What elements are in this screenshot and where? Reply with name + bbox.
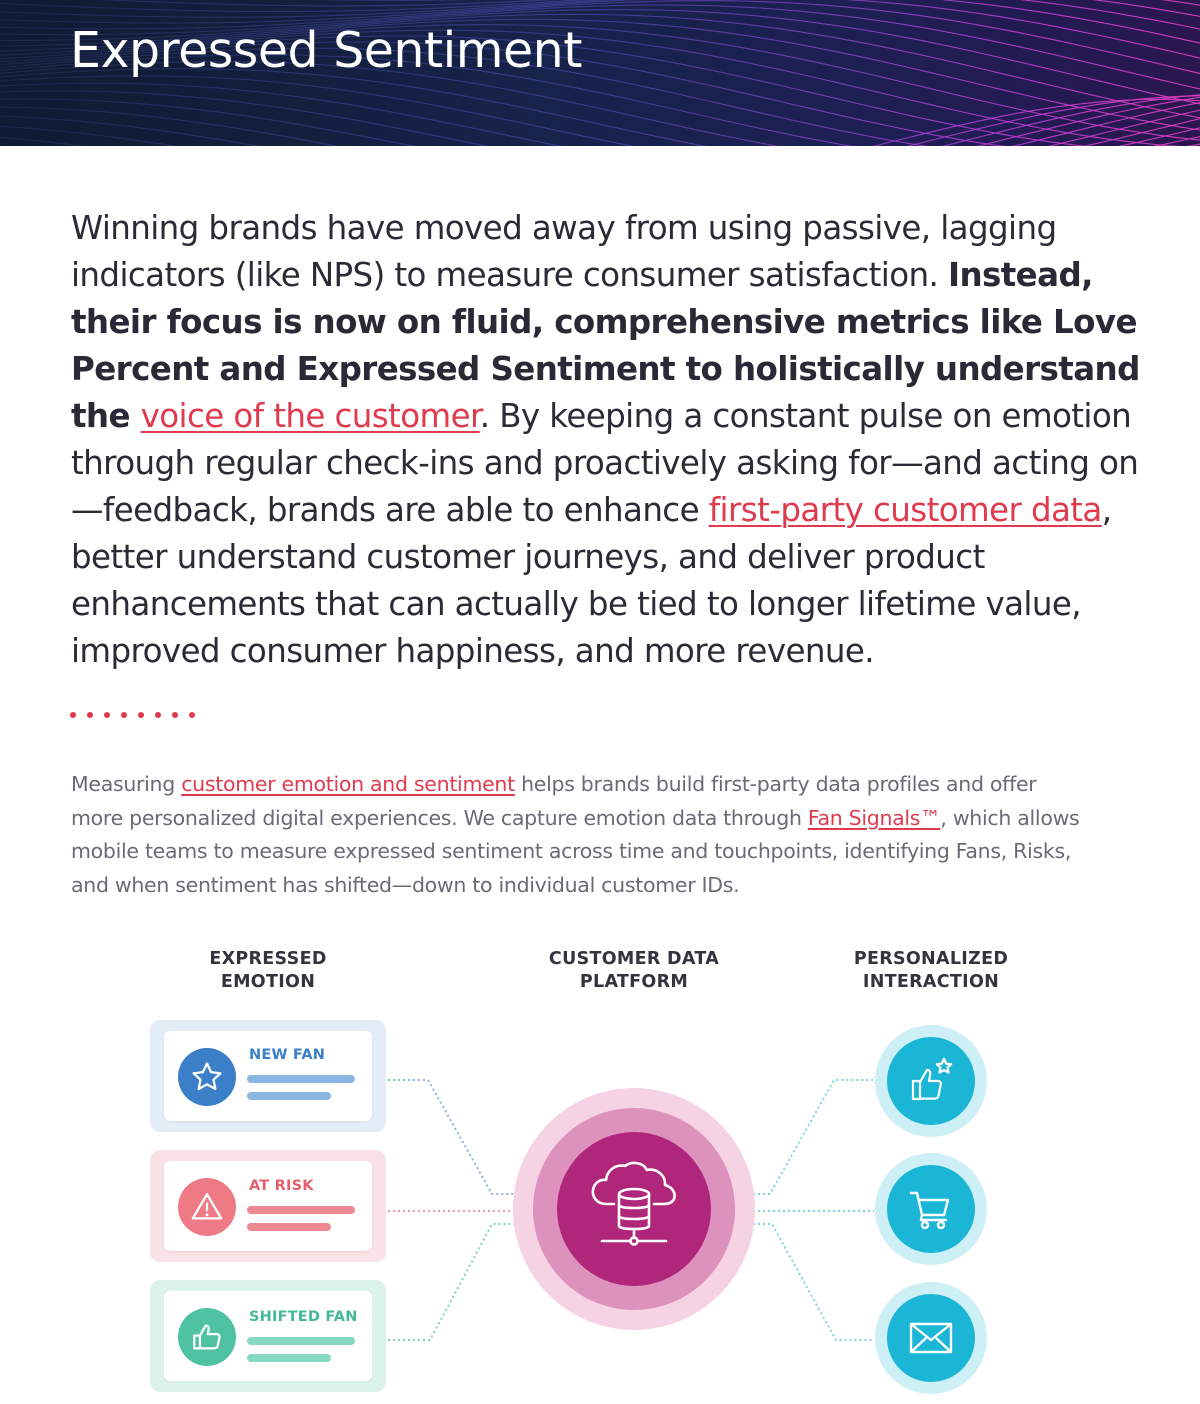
shifted-fan-card bbox=[150, 1280, 386, 1392]
intro-text: Winning brands have moved away from using passive, lagging indicators (like NPS) to measure consumer satisfaction. bbox=[71, 209, 1057, 294]
first-party-data-link[interactable]: first-party customer data bbox=[708, 491, 1102, 529]
voice-of-customer-link[interactable]: voice of the customer bbox=[140, 397, 480, 435]
thumbs-up-icon bbox=[178, 1308, 236, 1366]
body-text: Measuring bbox=[71, 772, 182, 796]
data-platform-hub bbox=[513, 1088, 755, 1330]
page-title: Expressed Sentiment bbox=[70, 22, 582, 79]
cloud-database-icon bbox=[584, 1156, 684, 1256]
messaging-interaction bbox=[875, 1282, 987, 1394]
intro-text: . By keeping a constant pulse on emotion through regular check-ins and proactively asking for—and acting on—feedback, brands are able to enhance bbox=[71, 397, 1139, 529]
intro-text: , better understand customer journeys, and deliver product enhancements that can actually be tied to longer lifetime value, improved consumer happiness, and more revenue. bbox=[71, 491, 1112, 670]
envelope-icon bbox=[905, 1312, 957, 1364]
engagement-interaction bbox=[875, 1025, 987, 1137]
new-fan-card bbox=[150, 1020, 386, 1132]
shifted-fan-label: SHIFTED FAN bbox=[249, 1309, 358, 1325]
thumbs-up-star-icon bbox=[905, 1055, 957, 1107]
star-icon bbox=[178, 1048, 236, 1106]
warning-icon bbox=[178, 1178, 236, 1236]
new-fan-label: NEW FAN bbox=[249, 1047, 326, 1063]
column-heading-customer-data-platform: CUSTOMER DATA PLATFORM bbox=[548, 949, 720, 992]
at-risk-card bbox=[150, 1150, 386, 1262]
body-text: helps brands build first-party data profiles and offer more personalized digital experiences. We capture emotion data through bbox=[71, 772, 1037, 830]
fan-signals-link[interactable]: Fan Signals™ bbox=[807, 805, 941, 830]
purchase-interaction bbox=[875, 1153, 987, 1265]
column-heading-personalized-interaction: PERSONALIZED INTERACTION bbox=[853, 949, 1009, 992]
intro-bold-text: Instead, their focus is now on fluid, comprehensive metrics like Love Percent and Expressed Sentiment to holistically understand the bbox=[71, 256, 1140, 435]
shopping-cart-icon bbox=[906, 1184, 956, 1234]
column-heading-expressed-emotion: EXPRESSED EMOTION bbox=[209, 949, 327, 992]
body-text: , which allows mobile teams to measure expressed sentiment across time and touchpoints, identifying Fans, Risks, and when sentiment has shifted—down to individual customer IDs. bbox=[71, 805, 1080, 897]
customer-emotion-link[interactable]: customer emotion and sentiment bbox=[181, 772, 515, 796]
at-risk-label: AT RISK bbox=[249, 1178, 314, 1194]
